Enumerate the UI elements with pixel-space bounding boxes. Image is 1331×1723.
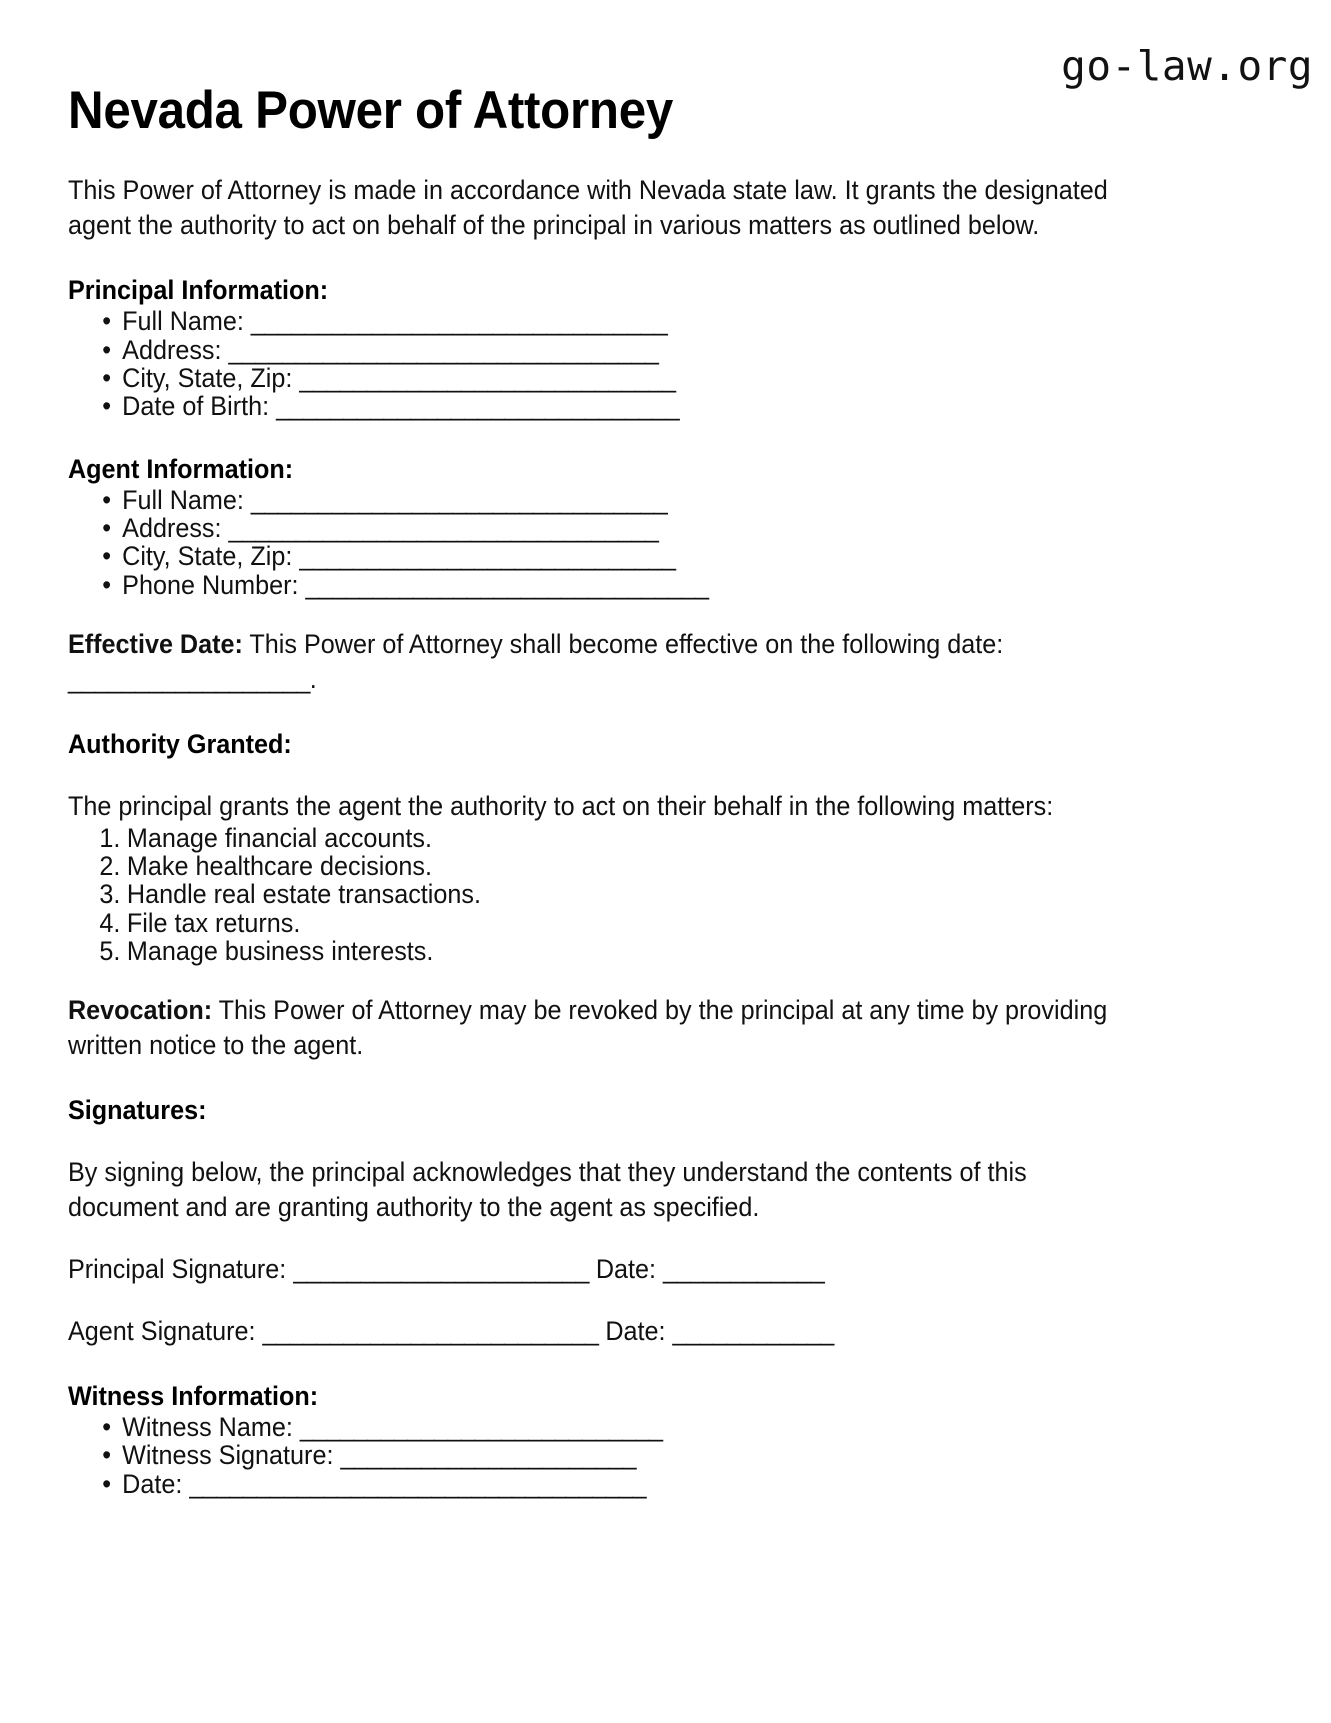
list-item [68,1413,1123,1441]
authority-granted-intro: The principal grants the agent the authority to act on their behalf in the following matters: [68,791,1054,822]
blank-line[interactable]: ____________________________ [299,362,676,393]
list-item [68,336,1123,364]
list-number: 3. [99,879,121,910]
signatures-intro: By signing below, the principal acknowledges that they understand the contents of this document and are granting authority to the agent as specified. [68,1157,1027,1222]
principal-information-list [68,307,1178,420]
witness-information-heading: Witness Information: [68,1380,319,1411]
witness-information-list [68,1413,1178,1498]
list-item [68,824,1123,852]
signatures-heading: Signatures: [68,1095,207,1126]
bullet-icon: • [102,1411,112,1442]
list-number: 4. [99,907,121,938]
field-label: Date: [122,1468,183,1499]
blank-line[interactable]: ___________________________ [299,1411,663,1442]
field-label: Witness Name: [122,1411,293,1442]
principal-signature-row [68,1254,1123,1286]
list-item [68,852,1123,880]
revocation-paragraph [68,993,1123,1062]
principal-information-heading: Principal Information: [68,275,329,306]
bullet-icon: • [102,569,112,600]
revocation-lead: Revocation: [68,995,213,1026]
agent-date-blank[interactable]: ____________ [672,1315,834,1346]
list-item [68,364,1123,392]
blank-line[interactable]: ________________________________ [228,334,659,365]
effective-date-lead: Effective Date: [68,629,243,660]
bullet-icon: • [102,1468,112,1499]
list-number: 1. [99,822,121,853]
agent-signature-blank[interactable]: _________________________ [262,1315,599,1346]
list-item [68,542,1123,570]
bullet-icon: • [102,484,112,515]
principal-signature-label: Principal Signature: [68,1254,287,1285]
blank-line[interactable]: ______________________ [340,1440,636,1471]
field-label: Full Name: [122,484,244,515]
intro-paragraph: This Power of Attorney is made in accordance with Nevada state law. It grants the designated agent the authority to act on behalf of the principal in various matters as outlined below. [68,175,1108,240]
list-number: 5. [99,935,121,966]
authority-granted-heading: Authority Granted: [68,728,292,759]
agent-signature-label: Agent Signature: [68,1315,256,1346]
principal-date-label: Date: [595,1254,656,1285]
bullet-icon: • [102,362,112,393]
blank-line[interactable]: ______________________________ [276,391,680,422]
blank-line[interactable]: _______________________________ [250,306,668,337]
agent-date-label: Date: [605,1315,666,1346]
blank-line[interactable]: __________________________________ [189,1468,647,1499]
field-label: City, State, Zip: [122,541,293,572]
site-logo: go-law.org [1061,42,1313,90]
list-item [68,1470,1123,1498]
list-item [68,909,1123,937]
list-item [68,937,1123,965]
bullet-icon: • [102,391,112,422]
blank-line[interactable]: _______________________________ [250,484,668,515]
bullet-icon: • [102,306,112,337]
page-title: Nevada Power of Attorney [68,81,674,140]
document-content [68,0,1178,1498]
field-label: Phone Number: [122,569,299,600]
agent-information-list [68,486,1178,599]
effective-date-text: This Power of Attorney shall become effective on the following date: [242,629,1004,660]
blank-line[interactable]: ________________________________ [228,513,659,544]
blank-line[interactable]: ______________________________ [305,569,709,600]
list-item [68,880,1123,908]
effective-date-period: . [309,663,317,694]
list-text: Handle real estate transactions. [126,879,481,910]
field-label: City, State, Zip: [122,362,293,393]
field-label: Witness Signature: [122,1440,334,1471]
bullet-icon: • [102,541,112,572]
list-item [68,571,1123,599]
field-label: Address: [122,513,222,544]
list-item [68,1441,1123,1469]
bullet-icon: • [102,334,112,365]
authority-granted-list [68,824,1178,966]
list-item [68,486,1123,514]
list-text: Manage financial accounts. [126,822,432,853]
field-label: Address: [122,334,222,365]
effective-date-paragraph [68,627,1123,696]
list-text: File tax returns. [126,907,301,938]
bullet-icon: • [102,1440,112,1471]
bullet-icon: • [102,513,112,544]
list-item [68,392,1123,420]
revocation-text: This Power of Attorney may be revoked by the principal at any time by providing written notice to the agent. [68,995,1108,1060]
field-label: Full Name: [122,306,244,337]
list-text: Make healthcare decisions. [126,850,432,881]
list-text: Manage business interests. [126,935,434,966]
agent-information-heading: Agent Information: [68,453,294,484]
principal-signature-blank[interactable]: ______________________ [293,1254,589,1285]
list-item [68,514,1123,542]
effective-date-blank[interactable]: __________________ [68,663,310,694]
blank-line[interactable]: ____________________________ [299,541,676,572]
agent-signature-row [68,1316,1123,1348]
list-number: 2. [99,850,121,881]
principal-date-blank[interactable]: ____________ [662,1254,825,1285]
list-item [68,307,1123,335]
field-label: Date of Birth: [122,391,270,422]
